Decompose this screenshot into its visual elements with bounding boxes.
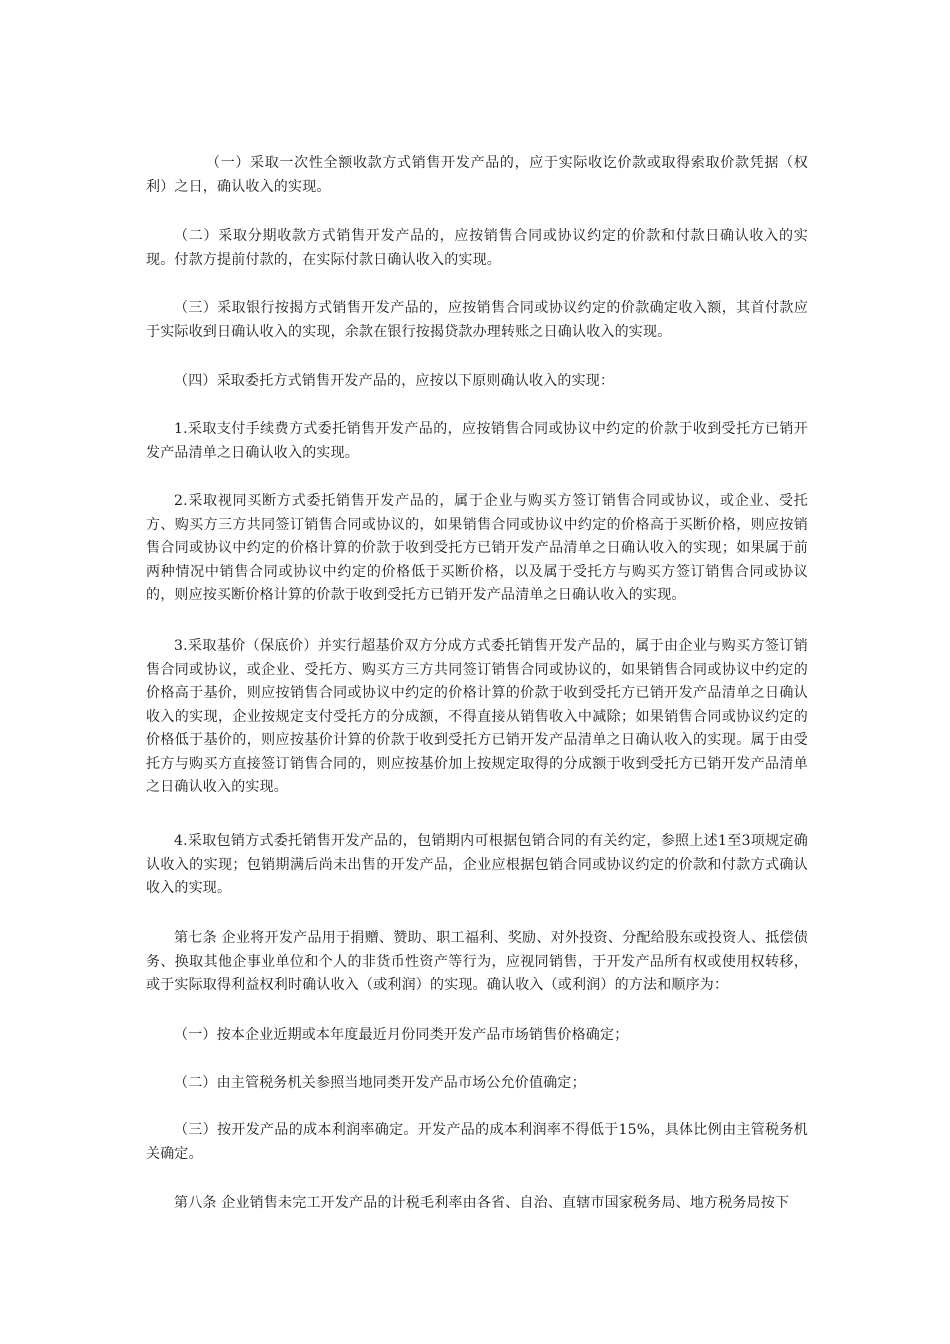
paragraph-article-7-item-3: （三）按开发产品的成本利润率确定。开发产品的成本利润率不得低于15%，具体比例由主管税务机关确定。 [146,1122,808,1162]
paragraph-lump-sum-payment: （一）采取一次性全额收款方式销售开发产品的，应于实际收讫价款或取得索取价款凭据（权利）之日，确认收入的实现。 [146,155,808,195]
paragraph-consignment-fee: 1.采取支付手续费方式委托销售开发产品的，应按销售合同或协议中约定的价款于收到受托方已销开发产品清单之日确认收入的实现。 [146,421,808,461]
paragraph-bank-mortgage: （三）采取银行按揭方式销售开发产品的，应按销售合同或协议约定的价款确定收入额，其首付款应于实际收到日确认收入的实现，余款在银行按揭贷款办理转账之日确认收入的实现。 [146,300,808,340]
paragraph-consignment-underwriting: 4.采取包销方式委托销售开发产品的，包销期内可根据包销合同的有关约定，参照上述1至3项规定确认收入的实现；包销期满后尚未出售的开发产品，企业应根据包销合同或协议约定的价款和付款方式确认收入的实现。 [146,833,808,896]
paragraph-consignment-base-price: 3.采取基价（保底价）并实行超基价双方分成方式委托销售开发产品的，属于由企业与购买方签订销售合同或协议，或企业、受托方、购买方三方共同签订销售合同或协议的，如果销售合同或协议中约定的价格高于基价，则应按销售合同或协议中约定的价格计算的价款于收到受托方已销开发产品清单之日确认收入的实现，企业按规定支付受托方的分成额，不得直接从销售收入中减除；如果销售合同或协议约定的价格低于基价的，则应按基价计算的价款于收到受托方已销开发产品清单之日确认收入的实现。属于由受托方与购买方直接签订销售合同的，则应按基价加上按规定取得的分成额于收到受托方已销开发产品清单之日确认收入的实现。 [146,638,808,795]
paragraph-installment-payment: （二）采取分期收款方式销售开发产品的，应按销售合同或协议约定的价款和付款日确认收入的实现。付款方提前付款的，在实际付款日确认收入的实现。 [146,228,808,268]
paragraph-article-8: 第八条 企业销售未完工开发产品的计税毛利率由各省、自治、直辖市国家税务局、地方税务局按下 [174,1195,790,1211]
paragraph-article-7-item-1: （一）按本企业近期或本年度最近月份同类开发产品市场销售价格确定； [174,1027,629,1043]
paragraph-article-7: 第七条 企业将开发产品用于捐赠、赞助、职工福利、奖励、对外投资、分配给股东或投资人、抵偿债务、换取其他企事业单位和个人的非货币性资产等行为，应视同销售，于开发产品所有权或使用权转移，或于实际取得利益权利时确认收入（或利润）的实现。确认收入（或利润）的方法和顺序为： [146,930,808,993]
paragraph-article-7-item-2: （二）由主管税务机关参照当地同类开发产品市场公允价值确定； [174,1075,586,1091]
paragraph-consignment-buyout: 2.采取视同买断方式委托销售开发产品的，属于企业与购买方签订销售合同或协议，或企业、受托方、购买方三方共同签订销售合同或协议的，如果销售合同或协议中约定的价格高于买断价格，则应按销售合同或协议中约定的价格计算的价款于收到受托方已销开发产品清单之日确认收入的实现；如果属于前两种情况中销售合同或协议中约定的价格低于买断价格，以及属于受托方与购买方签订销售合同或协议的，则应按买断价格计算的价款于收到受托方已销开发产品清单之日确认收入的实现。 [146,493,808,603]
paragraph-consignment-intro: （四）采取委托方式销售开发产品的，应按以下原则确认收入的实现： [174,373,615,389]
